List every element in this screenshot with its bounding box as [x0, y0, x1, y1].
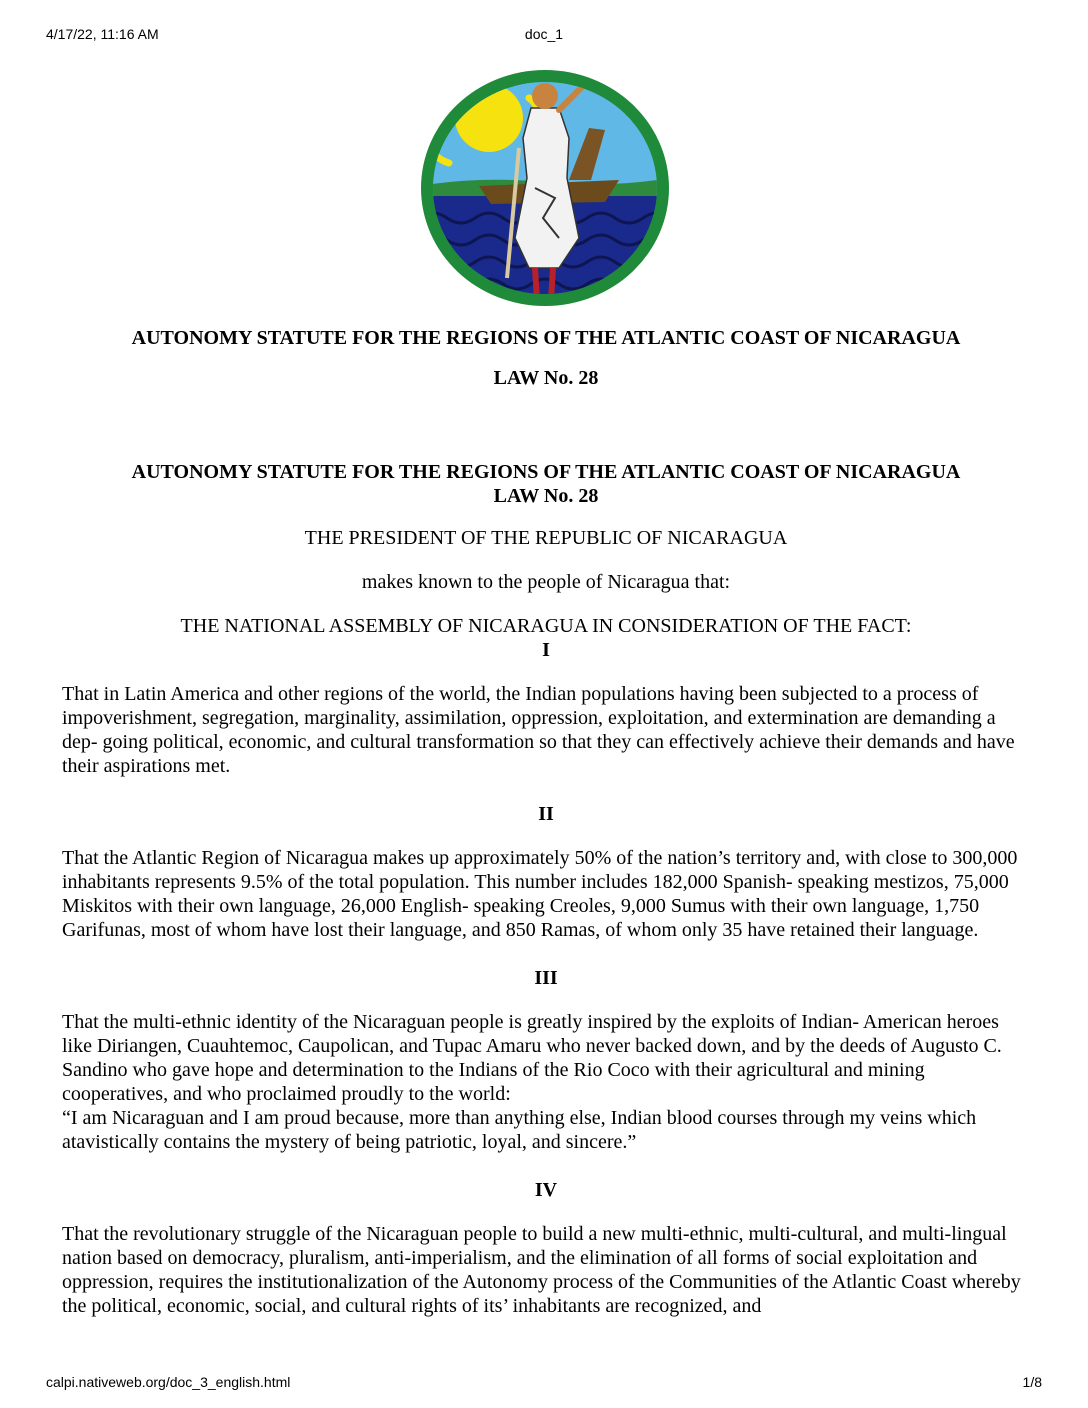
- print-doc-title: doc_1: [524, 26, 564, 42]
- sandino-quote: “I am Nicaraguan and I am proud because, more than anything else, Indian blood courses through my veins which atavistically contains the mystery of being patriotic, loyal, and sincere.”: [62, 1107, 977, 1153]
- document-body: [62, 326, 1030, 1318]
- section-numeral-3: III: [534, 967, 558, 989]
- page-number: 1/8: [1022, 1374, 1042, 1390]
- nicaragua-autonomy-emblem-icon: [419, 68, 671, 308]
- section-text-3: That the multi-ethnic identity of the Nicaraguan people is greatly inspired by the exploits of Indian- American heroes like Diriangen, Cuauhtemoc, Caupolican, and Tupac Amaru who never backed down, and by the deeds of Augusto C. Sandino who gave hope and determination to the Indians of the Rio Coco with their agricultural and mining cooperatives, and who proclaimed proudly to the world:: [62, 1011, 1002, 1105]
- statute-title: AUTONOMY STATUTE FOR THE REGIONS OF THE ATLANTIC COAST OF NICARAGUA: [131, 327, 961, 349]
- statute-title-repeat: AUTONOMY STATUTE FOR THE REGIONS OF THE ATLANTIC COAST OF NICARAGUA: [131, 461, 961, 483]
- makes-known-line: makes known to the people of Nicaragua that:: [361, 571, 731, 593]
- law-number-repeat: LAW No. 28: [493, 485, 599, 507]
- section-text-2: That the Atlantic Region of Nicaragua makes up approximately 50% of the nation’s territory and, with close to 300,000 inhabitants represents 9.5% of the total population. This number includes 182,000 Spanish- speaking mestizos, 75,000 Miskitos with their own language, 26,000 English- speaking Creoles, 9,000 Sumus with their own language, 1,750 Garifunas, most of whom have lost their language, and 850 Ramas, of whom only 35 have retained their language.: [62, 847, 1018, 941]
- print-datetime: 4/17/22, 11:16 AM: [46, 26, 159, 42]
- print-header: [0, 26, 1088, 44]
- section-text-4: That the revolutionary struggle of the Nicaraguan people to build a new multi-ethnic, multi-cultural, and multi-lingual nation based on democracy, pluralism, anti-imperialism, and the elimination of all forms of social exploitation and oppression, requires the institutionalization of the Autonomy process of the Communities of the Atlantic Coast whereby the political, economic, social, and cultural rights of its’ inhabitants are recognized, and: [62, 1223, 1021, 1317]
- law-number: LAW No. 28: [493, 367, 599, 389]
- section-numeral-4: IV: [534, 1179, 558, 1201]
- print-url: calpi.nativeweb.org/doc_3_english.html: [46, 1374, 291, 1390]
- president-line: THE PRESIDENT OF THE REPUBLIC OF NICARAGUA: [304, 527, 788, 549]
- section-numeral-1: I: [542, 639, 550, 661]
- assembly-line: THE NATIONAL ASSEMBLY OF NICARAGUA IN CONSIDERATION OF THE FACT:: [180, 615, 912, 637]
- section-text-1: That in Latin America and other regions of the world, the Indian populations having been subjected to a process of impoverishment, segregation, marginality, assimilation, oppression, exploitation, and extermination are demanding a dep- going political, economic, and cultural transformation so that they can effectively achieve their demands and have their aspirations met.: [62, 683, 1015, 777]
- section-numeral-2: II: [538, 803, 554, 825]
- print-footer: [0, 1374, 1088, 1392]
